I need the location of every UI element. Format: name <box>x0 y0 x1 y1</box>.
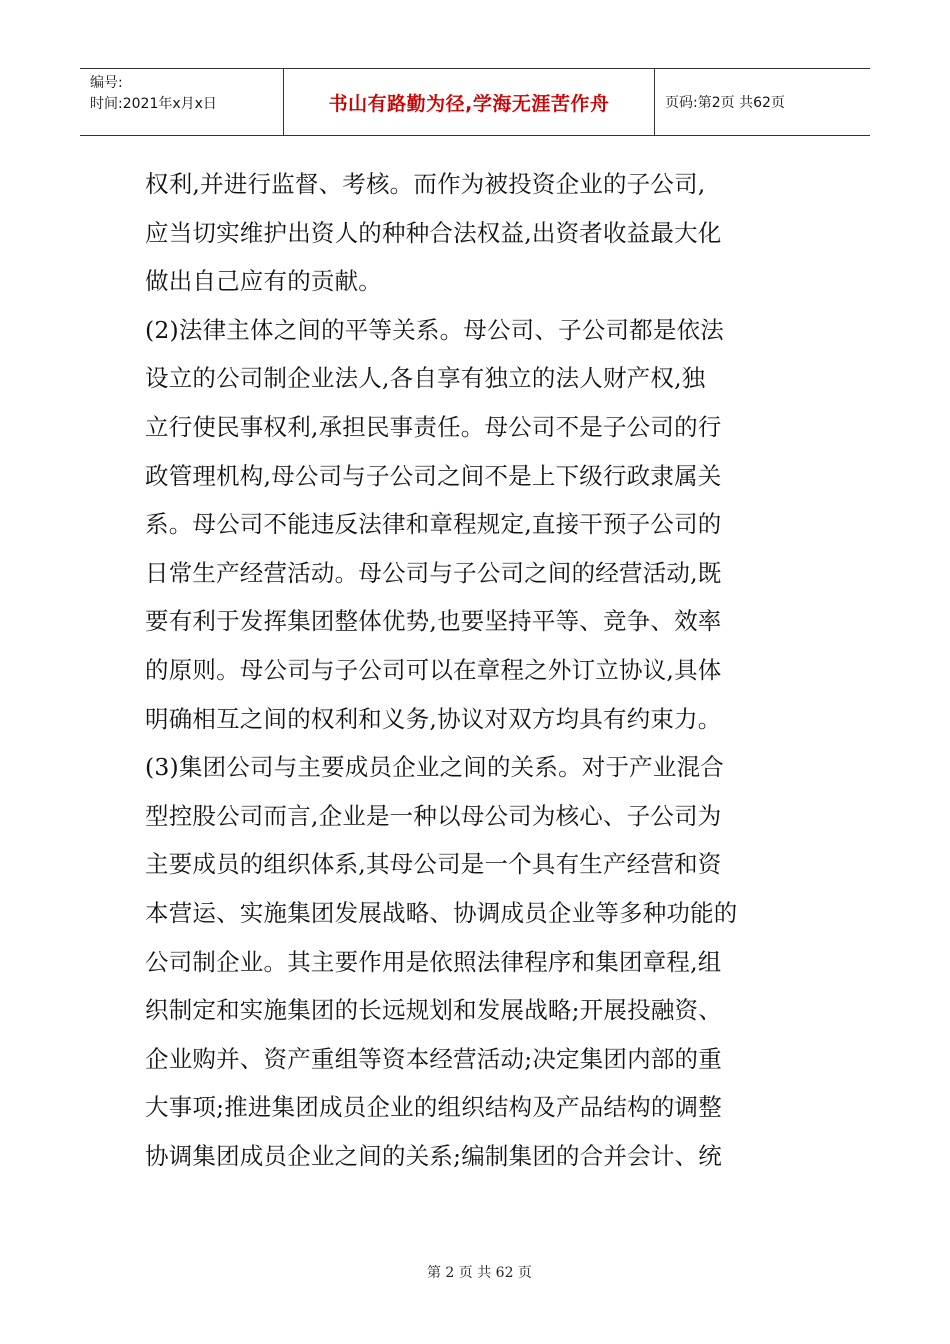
body-line: 公司制企业。其主要作用是依照法律程序和集团章程,组 <box>145 947 722 976</box>
body-line: 政管理机构,母公司与子公司之间不是上下级行政隶属关 <box>145 461 722 490</box>
body-line: 系。母公司不能违反法律和章程规定,直接干预子公司的 <box>145 510 722 539</box>
document-body <box>145 160 807 1180</box>
page-header <box>80 68 870 136</box>
body-line: 企业购并、资产重组等资本经营活动;决定集团内部的重 <box>145 1044 722 1073</box>
body-line: 要有利于发挥集团整体优势,也要坚持平等、竞争、效率 <box>145 607 722 636</box>
body-line: (2)法律主体之间的平等关系。母公司、子公司都是依法 <box>145 315 724 344</box>
header-motto <box>283 69 655 135</box>
body-line: 设立的公司制企业法人,各自享有独立的法人财产权,独 <box>145 364 706 393</box>
body-line: 应当切实维护出资人的种种合法权益,出资者收益最大化 <box>145 218 722 247</box>
header-page-label: 页码:第2页 共62页 <box>665 95 785 111</box>
footer-page-number: 第 2 页 共 62 页 <box>426 1265 532 1281</box>
body-line: 做出自己应有的贡献。 <box>145 267 382 296</box>
header-page-info <box>655 69 870 135</box>
body-line: (3)集团公司与主要成员企业之间的关系。对于产业混合 <box>145 753 724 782</box>
motto-text: 书山有路勤为径,学海无涯苦作舟 <box>328 92 610 115</box>
body-line: 协调集团成员企业之间的关系;编制集团的合并会计、统 <box>145 1141 722 1170</box>
body-line: 权利,并进行监督、考核。而作为被投资企业的子公司, <box>145 170 706 198</box>
document-time-label: 时间:2021年x月x日 <box>90 96 217 112</box>
body-line: 的原则。母公司与子公司可以在章程之外订立协议,具体 <box>145 655 722 684</box>
body-line: 立行使民事权利,承担民事责任。母公司不是子公司的行 <box>145 412 722 441</box>
body-line: 明确相互之间的权利和义务,协议对双方均具有约束力。 <box>145 704 722 733</box>
body-line: 型控股公司而言,企业是一种以母公司为核心、子公司为 <box>145 801 722 830</box>
document-number-label: 编号: <box>90 75 123 91</box>
body-line: 主要成员的组织体系,其母公司是一个具有生产经营和资 <box>145 850 722 879</box>
body-line: 大事项;推进集团成员企业的组织结构及产品结构的调整 <box>145 1093 722 1122</box>
body-line: 织制定和实施集团的长远规划和发展战略;开展投融资、 <box>145 996 722 1025</box>
page-footer <box>0 1246 950 1282</box>
header-meta <box>80 69 283 135</box>
body-line: 本营运、实施集团发展战略、协调成员企业等多种功能的 <box>145 898 738 927</box>
body-line: 日常生产经营活动。母公司与子公司之间的经营活动,既 <box>145 558 722 587</box>
